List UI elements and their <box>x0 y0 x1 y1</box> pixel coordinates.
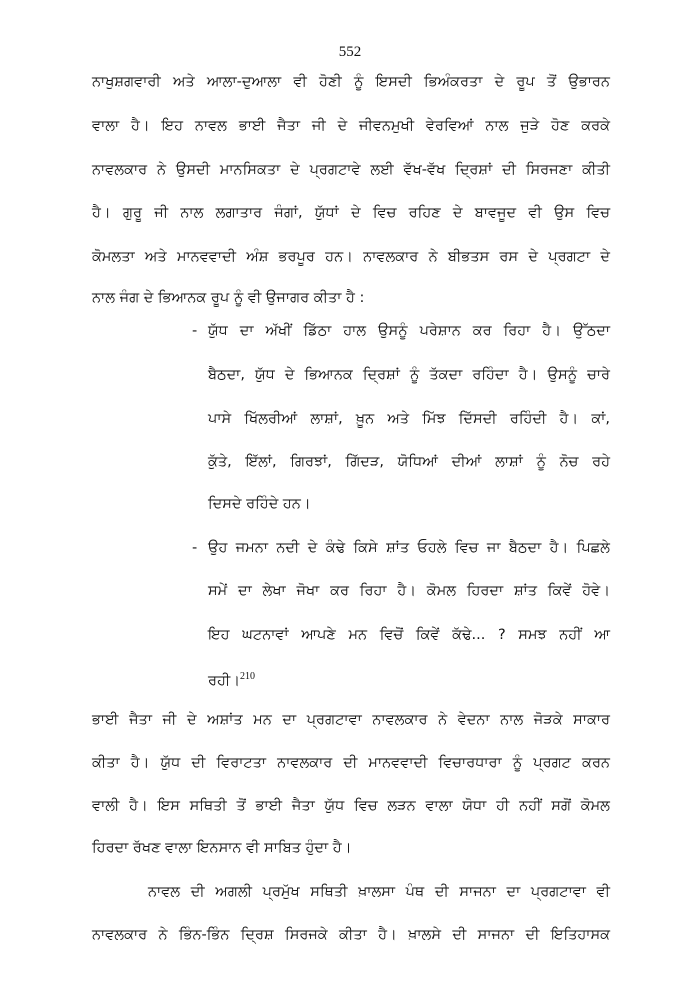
quote-line: ਕੁੱਤੇ, ਇੱਲਾਂ, ਗਿਰਝਾਂ, ਗਿੱਦੜ, ਯੋਧਿਆਂ ਦੀਆਂ ਲਾਸ਼ਾਂ ਨੂੰ ਨੋਚ ਰਹੇ <box>208 454 610 470</box>
text-line: ਹਿਰਦਾ ਰੱਖਣ ਵਾਲਾ ਇਨਸਾਨ ਵੀ ਸਾਬਿਤ ਹੁੰਦਾ ਹੈ। <box>92 840 352 856</box>
quote-line: ਇਹ ਘਟਨਾਵਾਂ ਆਪਣੇ ਮਨ ਵਿਚੋਂ ਕਿਵੇਂ ਕੱਢੇ... ? ਸਮਝ ਨਹੀਂ ਆ <box>208 627 610 643</box>
text-line: ਨਾਵਲ ਦੀ ਅਗਲੀ ਪ੍ਰਮੁੱਖ ਸਥਿਤੀ ਖ਼ਾਲਸਾ ਪੰਥ ਦੀ ਸਾਜਨਾ ਦਾ ਪ੍ਰਗਟਾਵਾ ਵੀ <box>148 884 610 900</box>
text-line: ਵਾਲੀ ਹੈ। ਇਸ ਸਥਿਤੀ ਤੋਂ ਭਾਈ ਜੈਤਾ ਯੁੱਧ ਵਿਚ ਲੜਨ ਵਾਲਾ ਯੋਧਾ ਹੀ ਨਹੀਂ ਸਗੋਂ ਕੋਮਲ <box>92 798 610 814</box>
text-line: ਵਾਲਾ ਹੈ। ਇਹ ਨਾਵਲ ਭਾਈ ਜੈਤਾ ਜੀ ਦੇ ਜੀਵਨਮੁਖੀ ਵੇਰਵਿਆਂ ਨਾਲ ਜੁੜੇ ਹੋਣ ਕਰਕੇ <box>92 118 610 134</box>
footnote-reference[interactable]: 210 <box>240 671 256 682</box>
text-line: ਕੀਤਾ ਹੈ। ਯੁੱਧ ਦੀ ਵਿਰਾਟਤਾ ਨਾਵਲਕਾਰ ਦੀ ਮਾਨਵਵਾਦੀ ਵਿਚਾਰਧਾਰਾ ਨੂੰ ਪ੍ਰਗਟ ਕਰਨ <box>92 755 610 771</box>
page-number: 552 <box>338 44 362 60</box>
text-line: ਕੋਮਲਤਾ ਅਤੇ ਮਾਨਵਵਾਦੀ ਅੰਸ਼ ਭਰਪੂਰ ਹਨ। ਨਾਵਲਕਾਰ ਨੇ ਬੀਭਤਸ ਰਸ ਦੇ ਪ੍ਰਗਟਾ ਦੇ <box>92 249 610 265</box>
quote-line: ਸਮੇਂ ਦਾ ਲੇਖਾ ਜੋਖਾ ਕਰ ਰਿਹਾ ਹੈ। ਕੋਮਲ ਹਿਰਦਾ ਸ਼ਾਂਤ ਕਿਵੇਂ ਹੋਵੇ। <box>208 583 610 599</box>
text-line: ਨਾਵਲਕਾਰ ਨੇ ਉਸਦੀ ਮਾਨਸਿਕਤਾ ਦੇ ਪ੍ਰਗਟਾਵੇ ਲਈ ਵੱਖ-ਵੱਖ ਦ੍ਰਿਸ਼ਾਂ ਦੀ ਸਿਰਜਣਾ ਕੀਤੀ <box>92 162 610 178</box>
text-line: ਨਾਖੁਸ਼ਗਵਾਰੀ ਅਤੇ ਆਲਾ-ਦੁਆਲਾ ਵੀ ਹੋਣੀ ਨੂੰ ਇਸਦੀ ਭਿਅੰਕਰਤਾ ਦੇ ਰੂਪ ਤੋਂ ਉਭਾਰਨ <box>92 74 610 90</box>
text-line: ਭਾਈ ਜੈਤਾ ਜੀ ਦੇ ਅਸ਼ਾਂਤ ਮਨ ਦਾ ਪ੍ਰਗਟਾਵਾ ਨਾਵਲਕਾਰ ਨੇ ਵੇਦਨਾ ਨਾਲ ਜੋੜਕੇ ਸਾਕਾਰ <box>92 712 610 728</box>
text-line: ਨਾਲ ਜੰਗ ਦੇ ਭਿਆਨਕ ਰੂਪ ਨੂੰ ਵੀ ਉਜਾਗਰ ਕੀਤਾ ਹੈ : <box>92 290 365 306</box>
text-line: ਨਾਵਲਕਾਰ ਨੇ ਭਿੰਨ-ਭਿੰਨ ਦ੍ਰਿਸ਼ ਸਿਰਜਕੇ ਕੀਤਾ ਹੈ। ਖ਼ਾਲਸੇ ਦੀ ਸਾਜਨਾ ਦੀ ਇਤਿਹਾਸਕ <box>92 927 610 943</box>
quote-dash: - <box>192 323 198 339</box>
quote-line: ਬੈਠਦਾ, ਯੁੱਧ ਦੇ ਭਿਆਨਕ ਦ੍ਰਿਸ਼ਾਂ ਨੂੰ ਤੱਕਦਾ ਰਹਿੰਦਾ ਹੈ। ਉਸਨੂੰ ਚਾਰੇ <box>208 367 610 383</box>
quote-text: ਰਹੀ। <box>208 672 241 689</box>
quote-line: ਯੁੱਧ ਦਾ ਅੱਖੀਂ ਡਿੱਠਾ ਹਾਲ ਉਸਨੂੰ ਪਰੇਸ਼ਾਨ ਕਰ ਰਿਹਾ ਹੈ। ਉੱਠਦਾ <box>208 323 610 339</box>
quote-line: ਉਹ ਜਮਨਾ ਨਦੀ ਦੇ ਕੰਢੇ ਕਿਸੇ ਸ਼ਾਂਤ ਓਹਲੇ ਵਿਚ ਜਾ ਬੈਠਦਾ ਹੈ। ਪਿਛਲੇ <box>208 540 610 556</box>
quote-line <box>208 667 610 687</box>
quote-dash: - <box>192 540 198 556</box>
text-line: ਹੈ। ਗੁਰੂ ਜੀ ਨਾਲ ਲਗਾਤਾਰ ਜੰਗਾਂ, ਯੁੱਧਾਂ ਦੇ ਵਿਚ ਰਹਿਣ ਦੇ ਬਾਵਜੂਦ ਵੀ ਉਸ ਵਿਚ <box>92 205 610 221</box>
quote-line: ਪਾਸੇ ਖਿੱਲਰੀਆਂ ਲਾਸ਼ਾਂ, ਖ਼ੂਨ ਅਤੇ ਮਿੱਝ ਦਿੱਸਦੀ ਰਹਿੰਦੀ ਹੈ। ਕਾਂ, <box>208 411 610 427</box>
quote-line: ਦਿਸਦੇ ਰਹਿੰਦੇ ਹਨ। <box>208 496 311 512</box>
